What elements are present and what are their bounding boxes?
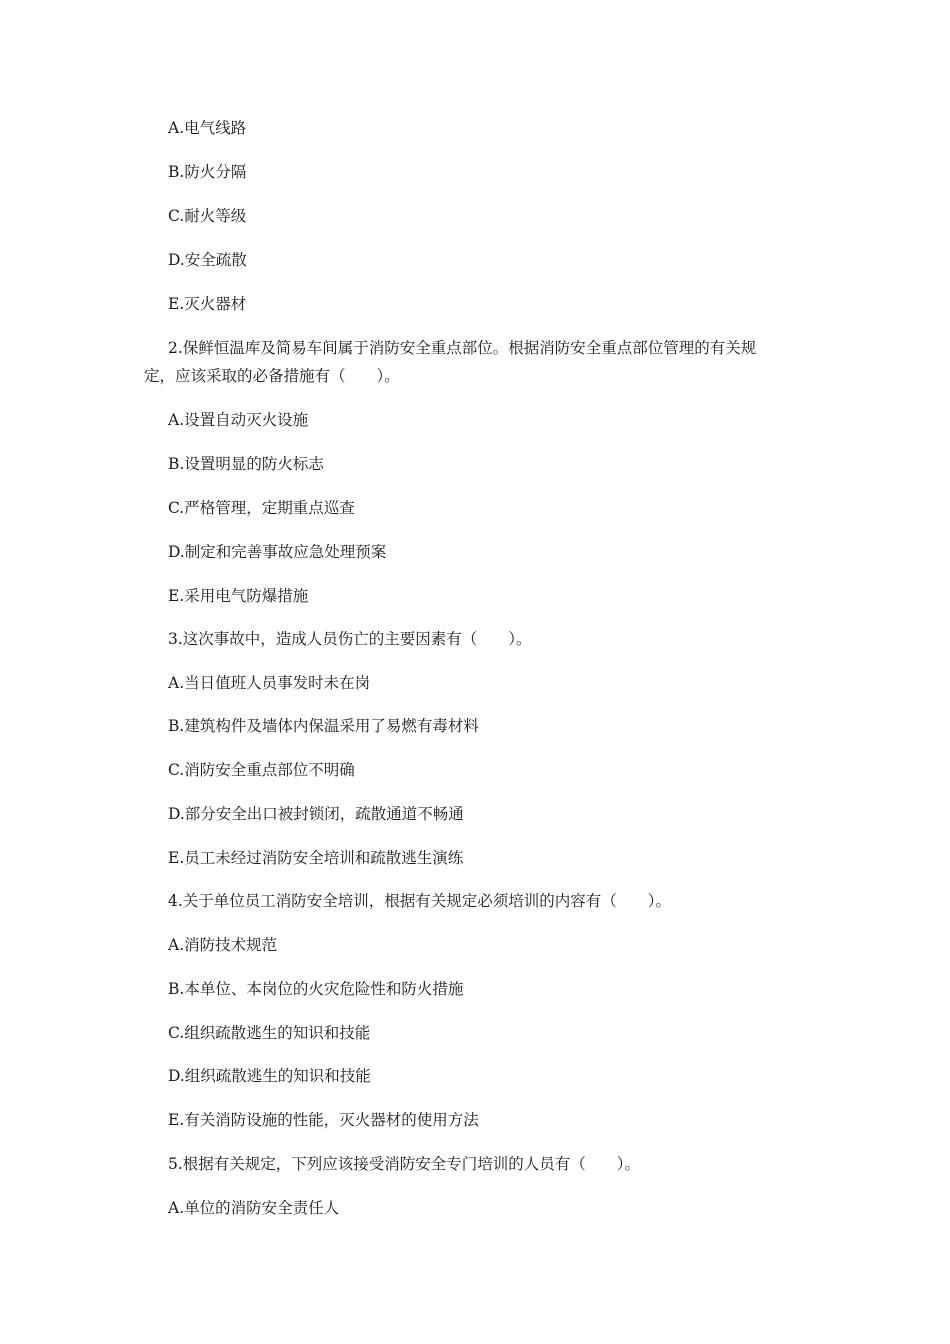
q2-option-a: A.设置自动灭火设施 xyxy=(168,411,309,429)
q3-option-a: A.当日值班人员事发时未在岗 xyxy=(168,674,371,692)
q2-option-b: B.设置明显的防火标志 xyxy=(168,455,324,473)
q2-stem-line2: 定，应该采取的必备措施有（ ）。 xyxy=(144,367,400,385)
q5-stem: 5.根据有关规定，下列应该接受消防安全专门培训的人员有（ ）。 xyxy=(168,1155,641,1173)
q4-stem: 4.关于单位员工消防安全培训，根据有关规定必须培训的内容有（ ）。 xyxy=(168,892,672,910)
q1-option-a: A.电气线路 xyxy=(168,119,247,137)
q3-option-d: D.部分安全出口被封锁闭，疏散通道不畅通 xyxy=(168,805,464,823)
q1-option-e: E.灭火器材 xyxy=(168,295,247,313)
q3-option-e: E.员工未经过消防安全培训和疏散逃生演练 xyxy=(168,849,464,867)
q4-option-a: A.消防技术规范 xyxy=(168,936,278,954)
q2-option-c: C.严格管理，定期重点巡查 xyxy=(168,499,355,517)
q1-option-d: D.安全疏散 xyxy=(168,251,247,269)
q4-option-c: C.组织疏散逃生的知识和技能 xyxy=(168,1024,371,1042)
q2-option-d: D.制定和完善事故应急处理预案 xyxy=(168,543,387,561)
q3-option-c: C.消防安全重点部位不明确 xyxy=(168,761,355,779)
q4-option-e: E.有关消防设施的性能，灭火器材的使用方法 xyxy=(168,1111,479,1129)
q1-option-c: C.耐火等级 xyxy=(168,207,247,225)
q4-option-d: D.组织疏散逃生的知识和技能 xyxy=(168,1067,371,1085)
q3-stem: 3.这次事故中，造成人员伤亡的主要因素有（ ）。 xyxy=(168,630,532,648)
q2-option-e: E.采用电气防爆措施 xyxy=(168,587,309,605)
q3-option-b: B.建筑构件及墙体内保温采用了易燃有毒材料 xyxy=(168,717,479,735)
q2-stem-line1: 2.保鲜恒温库及简易车间属于消防安全重点部位。根据消防安全重点部位管理的有关规 xyxy=(168,339,757,357)
q4-option-b: B.本单位、本岗位的火灾危险性和防火措施 xyxy=(168,980,464,998)
q5-option-a: A.单位的消防安全责任人 xyxy=(168,1199,340,1217)
q1-option-b: B.防火分隔 xyxy=(168,163,247,181)
